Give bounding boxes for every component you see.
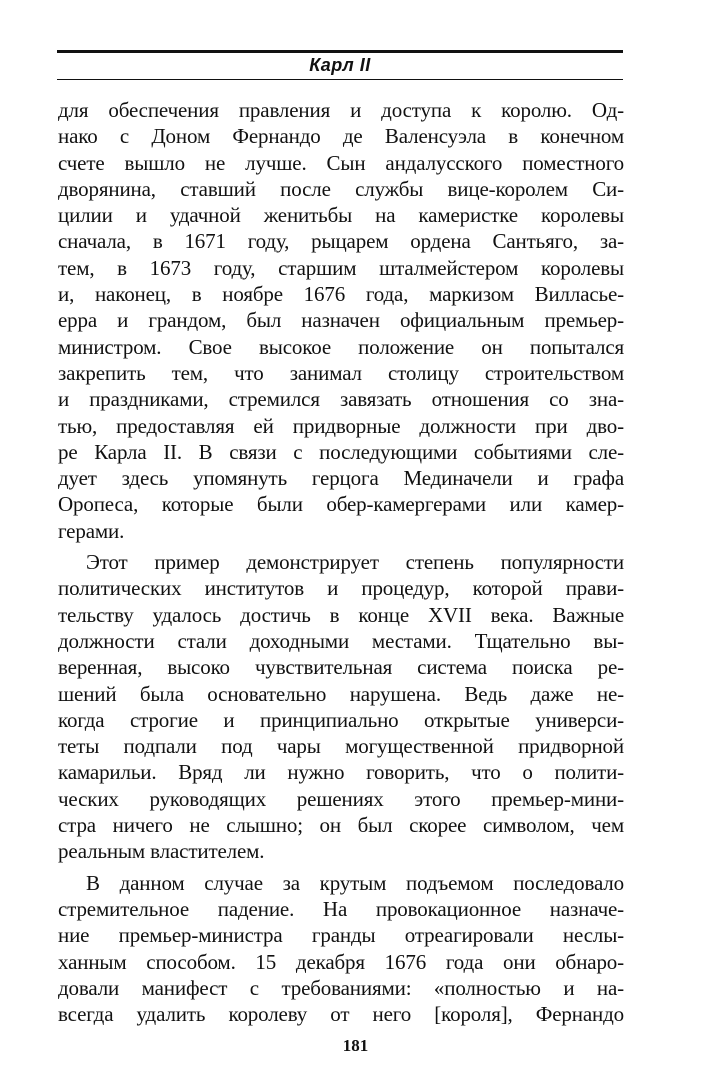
text-line: ре Карла II. В связи с последующими событиями сле- [58,439,624,464]
text-line: политических институтов и процедур, которой прави- [58,576,624,601]
text-line: ханным способом. 15 декабря 1676 года они обнаро- [58,949,624,974]
text-line: министром. Свое высокое положение он попытался [58,334,624,359]
text-line: ческих руководящих решениях этого премьер-мини- [58,786,624,811]
text-line: стремительное падение. На провокационное назначе- [58,896,624,921]
text-line: дворянина, ставший после службы вице-королем Си- [58,176,624,201]
text-line: тельству удалось достичь в конце XVII века. Важные [58,602,624,627]
text-line: всегда удалить королеву от него [короля], Фернандо [58,1002,624,1027]
text-line: Оропеса, которые были обер-камергерами или камер- [58,492,624,517]
body-text [58,97,624,1027]
text-line: закрепить тем, что занимал столицу строительством [58,360,624,385]
text-line: стра ничего не слышно; он был скорее символом, чем [58,813,624,838]
paragraph-1 [58,97,624,544]
text-line: должности стали доходными местами. Тщательно вы- [58,628,624,653]
text-line: теты подпали под чары могущественной придворной [58,734,624,759]
paragraph-3 [58,870,624,1028]
text-line: веренная, высоко чувствительная система поиска ре- [58,655,624,680]
page-number: 181 [342,1036,369,1055]
text-line: Этот пример демонстрирует степень популярности [86,550,624,575]
text-line: нако с Доном Фернандо де Валенсуэла в конечном [58,124,624,149]
text-line: камарильи. Вряд ли нужно говорить, что о полити- [58,760,624,785]
paragraph-2 [58,549,624,865]
text-line: и, наконец, в ноябре 1676 года, маркизом Вилласье- [58,282,624,307]
text-line: довали манифест с требованиями: «полностью и на- [58,975,624,1000]
running-header [57,50,623,80]
text-line: ерра и грандом, был назначен официальным премьер- [58,308,624,333]
text-line: для обеспечения правления и доступа к королю. Од- [58,98,624,122]
text-line: реальным властителем. [58,839,265,864]
text-line: дует здесь упомянуть герцога Мединачели и графа [58,466,624,491]
text-line: цилии и удачной женитьбы на камеристке королевы [58,203,624,228]
text-line: В данном случае за крутым подъемом последовало [86,870,624,895]
text-line: когда строгие и принципиально открытые универси- [58,707,624,732]
text-line: ние премьер-министра гранды отреагировали неслы- [58,923,624,948]
running-header-title: Карл II [309,55,371,75]
text-line: счете вышло не лучше. Сын андалусского поместного [58,150,624,175]
text-line: шений была основательно нарушена. Ведь даже не- [58,681,624,706]
text-line: сначала, в 1671 году, рыцарем ордена Сантьяго, за- [58,229,624,254]
text-line: и праздниками, стремился завязать отношения со зна- [58,387,624,412]
text-line: тем, в 1673 году, старшим шталмейстером королевы [58,255,624,280]
text-line: тью, предоставляя ей придворные должности при дво- [58,413,624,438]
text-line: герами. [58,518,125,543]
